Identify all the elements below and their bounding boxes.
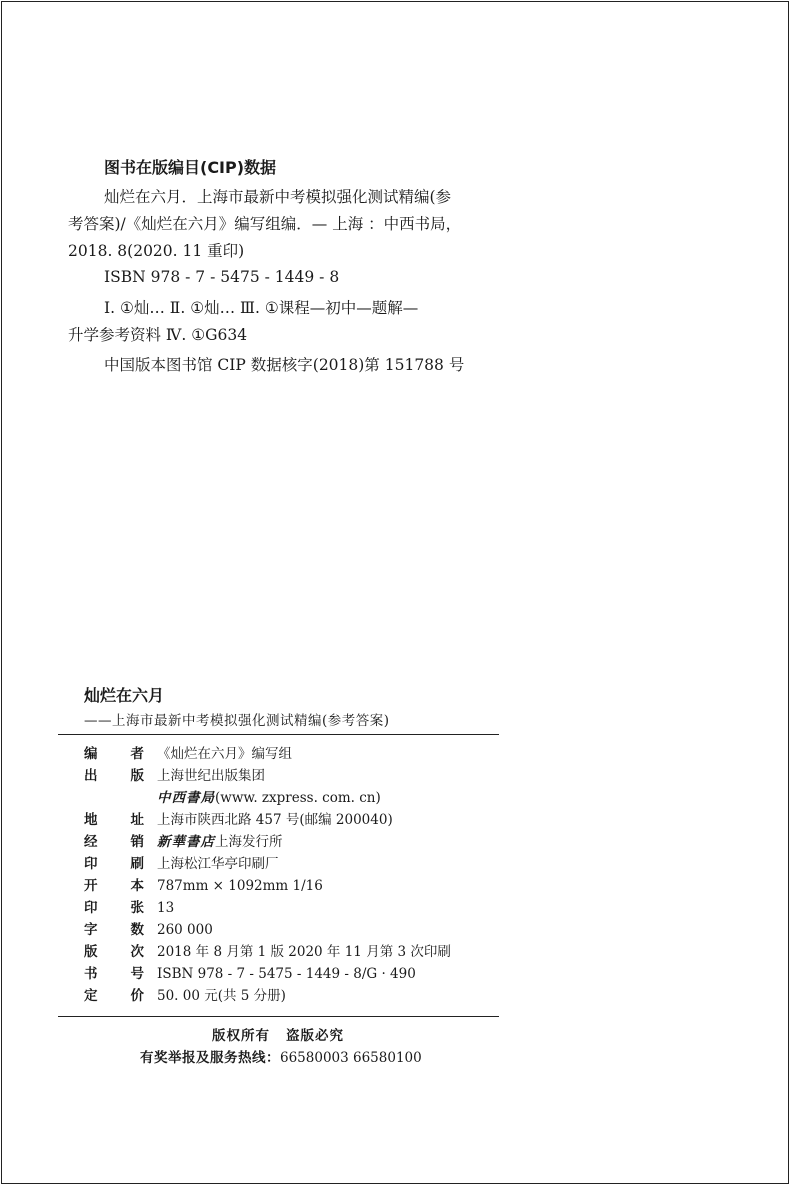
cip-main-line-1: 灿烂在六月．上海市最新中考模拟强化测试精编(参 bbox=[104, 188, 452, 206]
row-value: 50. 00 元(共 5 分册) bbox=[157, 988, 286, 1004]
report-hotline: 有奖举报及服务热线：66580003 66580100 bbox=[140, 1050, 422, 1066]
row-label: 地 址 bbox=[84, 812, 144, 828]
cip-heading: 图书在版编目(CIP)数据 bbox=[104, 158, 277, 177]
imprint-top-rule bbox=[58, 734, 499, 735]
publisher-logo-text: 中西書局 bbox=[157, 790, 215, 806]
imprint-row-edition bbox=[84, 941, 504, 963]
imprint-bottom-rule bbox=[58, 1016, 499, 1017]
imprint-row-sheets bbox=[84, 897, 504, 919]
cip-classification bbox=[68, 295, 418, 349]
row-value: 上海市陕西北路 457 号(邮编 200040) bbox=[157, 812, 393, 828]
imprint-row-address bbox=[84, 809, 504, 831]
row-label: 开 本 bbox=[84, 878, 144, 894]
imprint-row-price bbox=[84, 985, 504, 1007]
imprint-table bbox=[84, 743, 504, 1007]
row-value: 上海松江华亭印刷厂 bbox=[157, 856, 279, 872]
row-value: 新華書店上海发行所 bbox=[157, 834, 283, 850]
imprint-row-words bbox=[84, 919, 504, 941]
cip-main-line-3: 2018. 8(2020. 11 重印) bbox=[68, 242, 245, 260]
row-value: 2018 年 8 月第 1 版 2020 年 11 月第 3 次印刷 bbox=[157, 944, 451, 960]
row-label: 印 刷 bbox=[84, 856, 144, 872]
imprint-row-book-no bbox=[84, 963, 504, 985]
row-label: 书 号 bbox=[84, 966, 144, 982]
imprint-row-distributor bbox=[84, 831, 504, 853]
imprint-row-format bbox=[84, 875, 504, 897]
imprint-title: 灿烂在六月 bbox=[84, 686, 165, 705]
row-label: 编 者 bbox=[84, 746, 144, 762]
cip-class-line-2: 升学参考资料 Ⅳ. ①G634 bbox=[68, 326, 248, 344]
row-value: 787mm × 1092mm 1/16 bbox=[157, 878, 323, 894]
row-value: 13 bbox=[157, 900, 175, 916]
imprint-row-editor bbox=[84, 743, 504, 765]
row-value: 上海世纪出版集团 中西書局(www. zxpress. com. cn) bbox=[157, 768, 381, 806]
xinhua-logo-text: 新華書店 bbox=[157, 834, 215, 850]
row-label: 经 销 bbox=[84, 834, 144, 850]
row-label: 出 版 bbox=[84, 768, 144, 784]
row-value: 《灿烂在六月》编写组 bbox=[157, 746, 292, 762]
row-label: 字 数 bbox=[84, 922, 144, 938]
cip-isbn: ISBN 978 - 7 - 5475 - 1449 - 8 bbox=[104, 268, 340, 286]
cip-number: 中国版本图书馆 CIP 数据核字(2018)第 151788 号 bbox=[104, 356, 465, 374]
imprint-subtitle: ——上海市最新中考模拟强化测试精编(参考答案) bbox=[84, 713, 390, 729]
cip-main-line-2: 考答案)/《灿烂在六月》编写组编．— 上海 ：中西书局， bbox=[68, 215, 462, 233]
imprint-row-printer bbox=[84, 853, 504, 875]
row-label: 版 次 bbox=[84, 944, 144, 960]
row-label: 印 张 bbox=[84, 900, 144, 916]
row-value: 260 000 bbox=[157, 922, 213, 938]
imprint-row-publisher bbox=[84, 765, 504, 809]
cip-class-line-1: Ⅰ. ①灿… Ⅱ. ①灿… Ⅲ. ①课程—初中—题解— bbox=[104, 299, 419, 317]
cip-main-entry bbox=[68, 184, 461, 265]
row-value: ISBN 978 - 7 - 5475 - 1449 - 8/G · 490 bbox=[157, 966, 416, 982]
row-label: 定 价 bbox=[84, 988, 144, 1004]
copyright-notice: 版权所有 盗版必究 bbox=[212, 1028, 344, 1044]
